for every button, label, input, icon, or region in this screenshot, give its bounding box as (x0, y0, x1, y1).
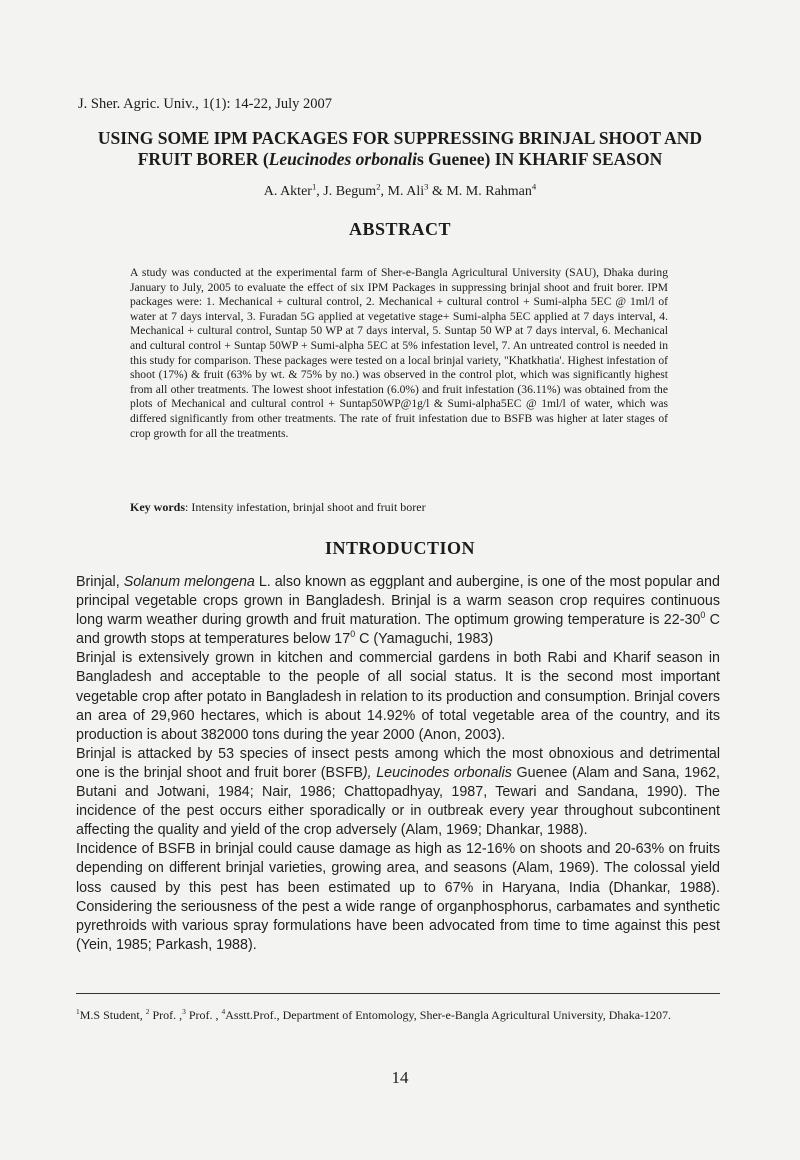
author-separator: , (380, 184, 388, 199)
author-1-affil: 1 (311, 181, 317, 192)
keywords-label: Key words (130, 500, 185, 514)
footnote-sup-1: 1 (76, 1007, 80, 1016)
footnote-divider (76, 993, 720, 994)
introduction-heading: INTRODUCTION (324, 538, 476, 558)
affiliation-footnote (76, 1008, 720, 1023)
intro-p1-text-a: Brinjal, (76, 574, 124, 590)
introduction-body (76, 573, 720, 955)
footnote-sup-2: 2 (145, 1007, 150, 1016)
footnote-text-4: Asstt.Prof., Department of Entomology, Sher-e-Bangla Agricultural University, Dhaka-1207. (225, 1008, 672, 1022)
intro-p1-text-d: C (Yamaguchi, 1983) (355, 631, 494, 648)
title-line-2-prefix: FRUIT BORER ( (137, 149, 269, 169)
page-number: 14 (391, 1068, 409, 1087)
intro-p1-text-c: C and growth stops at temperatures below 17 (76, 612, 720, 648)
author-4-affil: 4 (531, 181, 537, 192)
footnote-text-2: Prof. , (149, 1008, 183, 1022)
intro-paragraph-4: Incidence of BSFB in brinjal could cause damage as high as 12-16% on shoots and 20-63% on fruits depending on different brinjal varieties, growing area, and seasons (Alam, 1969). The colossal yield loss caused by this pest has been estimated up to 67% in Haryana, India (Dhankar, 1988). Considering the seriousness of the pest a wide range of organphosphorus, carbamates and synthetic pyrethroids with various spray formulations have been advocated from time to time against this pest (Yein, 1985; Parkash, 1988). (76, 841, 720, 953)
journal-citation: J. Sher. Agric. Univ., 1(1): 14-22, July 2007 (78, 96, 333, 112)
intro-p1-text-b: L. also known as eggplant and aubergine, is one of the most popular and principal vegetable crops grown in Bangladesh. Brinjal is a warm season crop requires continuous long warm weather during growth and fruit maturation. The optimum growing temperature is 22-30 (76, 574, 720, 629)
footnote-text-1: M.S Student, (79, 1008, 146, 1022)
intro-p3-text-b: Guenee (Alam and Sana, 1962, Butani and Jotwani, 1984; Nair, 1986; Chattopadhyay, 1987, Tewari and Sandana, 1990). The incidence of the pest occurs either sporadically or in outbreak every year throughout subcontinent affecting the quality and yield of the crop adversely (Alam, 1969; Dhankar, 1988). (76, 764, 720, 839)
intro-p3-species: ), Leucinodes orbonalis (362, 764, 512, 781)
intro-p3-text-a: Brinjal is attacked by 53 species of insect pests among which the most obnoxious and detrimental one is the brinjal shoot and fruit borer (BSFB (76, 745, 720, 781)
intro-paragraph-1 (76, 573, 720, 649)
intro-paragraph-3 (76, 745, 720, 840)
author-2-affil: 2 (376, 181, 381, 192)
author-ampersand: & (428, 184, 447, 199)
author-3: M. Ali (387, 184, 425, 199)
title-line-1: USING SOME IPM PACKAGES FOR SUPPRESSING BRINJAL SHOOT AND (97, 128, 703, 148)
keywords-line (130, 500, 426, 515)
abstract-heading: ABSTRACT (348, 219, 452, 239)
footnote-sup-4: 4 (221, 1007, 226, 1016)
title-line-2-suffix: s Guenee) IN KHARIF SEASON (416, 149, 663, 169)
author-separator: , (316, 184, 324, 199)
author-2: J. Begum (323, 184, 377, 199)
footnote-sup-3: 3 (182, 1007, 186, 1016)
intro-p1-species: Solanum melongena (123, 574, 255, 590)
title-species-name: Leucinodes orbonali (268, 149, 417, 169)
paper-title (60, 128, 740, 170)
title-line-2 (60, 149, 740, 170)
author-4: M. M. Rahman (446, 184, 532, 199)
intro-paragraph-2: Brinjal is extensively grown in kitchen and commercial gardens in both Rabi and Kharif season in Bangladesh and acceptable to the people of all social status. It is the second most important vegetable crop after potato in Bangladesh in relation to its production and consumption. Brinjal covers an area of 29,960 hectares, which is about 14.92% of total vegetable area of the country, and its production is about 382000 tons during the year 2000 (Anon, 2003). (76, 650, 720, 743)
author-3-affil: 3 (424, 181, 429, 192)
degree-sup-2: 0 (350, 629, 356, 640)
degree-sup-1: 0 (700, 610, 706, 621)
footnote-text-3: Prof. , (185, 1008, 222, 1022)
abstract-body: A study was conducted at the experimental farm of Sher-e-Bangla Agricultural University (SAU), Dhaka during January to July, 2005 to evaluate the effect of six IPM Packages in suppressing brinjal shoot and fruit borer. IPM packages were: 1. Mechanical + cultural control, 2. Mechanical + cultural control + Sumi-alpha 5EC @ 1ml/l of water at 7 days interval, 3. Furadan 5G applied at vegetative stage+ Sumi-alpha 5EC applied at 7 days interval, 4. Mechanical + cultural control, Suntap 50 WP at 7 days interval, 5. Suntap 50 WP at 7 days interval, 6. Mechanical and cultural control + Suntap 50WP + Sumi-alpha 5EC at 5% infestation level, 7. An untreated control is needed in this study for comparison. These packages were tested on a local brinjal variety, "Khatkhatia'. Highest infestation of shoot (17%) & fruit (63% by wt. & 75% by no.) was observed in the control plot, which was significantly highest from all other treatments. The lowest shoot infestation (6.0%) and fruit infestation (36.11%) was obtained from the plots of Mechanical and cultural control + Suntap50WP@1g/l & Sumi-alpha5EC @ 1ml/l of water, which was differed significantly from other treatments. The rate of fruit infestation due to BSFB was higher at later stages of crop growth for all the treatments. (130, 266, 668, 440)
author-list (0, 181, 800, 200)
keywords-text: : Intensity infestation, brinjal shoot and fruit borer (185, 500, 426, 514)
author-1: A. Akter (263, 184, 312, 199)
